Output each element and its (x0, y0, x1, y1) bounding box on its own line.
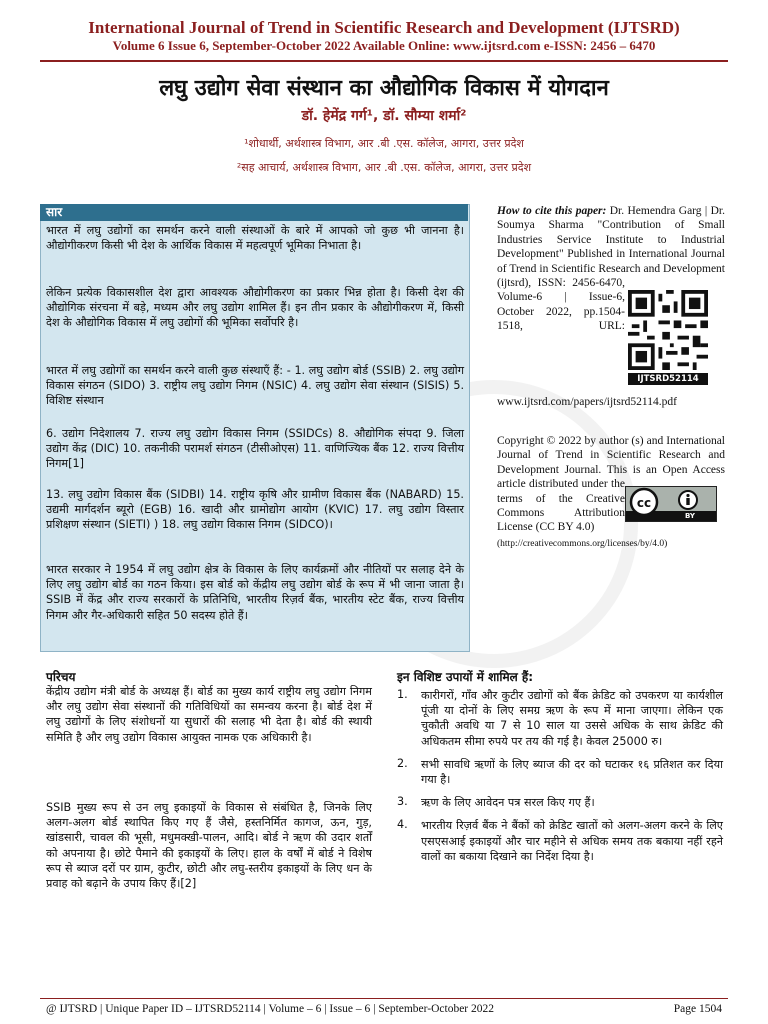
abstract-paragraph-5: 13. लघु उद्योग विकास बैंक (SIDBI) 14. राष्ट्रीय कृषि और ग्रामीण विकास बैंक (NABARD) 15. उद्यमी मार्गदर्शन ब्यूरो (EGB) 16. खादी और ग्रामोद्योग आयोग (KVIC) 17. लघु उद्योग विस्तार प्रशिक्षण संस्थान (SIETI) ) 18. लघु उद्योग विकास निगम (SIDCO)। (46, 488, 464, 532)
footer-divider (40, 998, 728, 999)
cc-by-license-badge (625, 486, 717, 522)
intro-paragraph-2: SSIB मुख्य रूप से उन लघु इकाइयों के विकास से संबंधित है, जिनके लिए अलग-अलग बोर्ड स्थापित किए गए हैं जैसे, हस्तनिर्मित कागज, ऊन, गुड़, खांडसारी, चावल की भूसी, मधुमक्खी-पालन, आदि। बोर्ड ने ऋण की उदार शर्तों को अपनाया है। छोटे पैमाने की इकाइयों के लिए। हाल के वर्षों में बोर्ड ने विशेष रूप से ब्याज दरों पर ग्राम, कुटीर, छोटी और लघु-स्तरीय इकाइयों के लिए धन के प्रवाह को बढ़ाने के उपाय किए हैं।[2] (46, 801, 372, 891)
abstract-heading: सार (40, 204, 468, 221)
list-item-text: ऋण के लिए आवेदन पत्र सरल किए गए हैं। (421, 796, 595, 810)
paper-title: लघु उद्योग सेवा संस्थान का औद्योगिक विकास में योगदान (159, 76, 609, 101)
list-item (397, 818, 723, 864)
svg-text:cc: cc (636, 496, 652, 510)
list-item (397, 688, 723, 749)
affiliation-1: ¹शोधार्थी, अर्थशास्त्र विभाग, आर .बी .एस. कॉलेज, आगरा, उत्तर प्रदेश (244, 137, 524, 150)
abstract-paragraph-3: भारत में लघु उद्योगों का समर्थन करने वाली कुछ संस्थाएँ हैं: - 1. लघु उद्योग बोर्ड (SSIB) 2. लघु उद्योग विकास संगठन (SIDO) 3. राष्ट्रीय लघु उद्योग निगम (NSIC) 4. लघु उद्योग सेवा संस्थान (SISIS) 5. विशिष्ट संस्थान (46, 364, 464, 408)
list-item (397, 795, 723, 810)
abstract-paragraph-2: लेकिन प्रत्येक विकासशील देश द्वारा आवश्यक औद्योगीकरण का प्रकार भिन्न होता है। किसी देश की औद्योगिक संरचना में बड़े, मध्यम और लघु उद्योग शामिल हैं। इन तीन प्रकार के औद्योगीकरण में, किसी देश के औद्योगिक विकास में लघु उद्योगों की भूमिका सर्वोपरि है। (46, 286, 464, 330)
list-item-text: सभी सावधि ऋणों के लिए ब्याज की दर को घटाकर १६ प्रतिशत कर दिया गया है। (421, 757, 723, 787)
list-item-number: 4. (397, 818, 408, 832)
journal-volume-line: Volume 6 Issue 6, September-October 2022 Available Online: www.ijtsrd.com e-ISSN: 2456 – 6470 (112, 38, 656, 53)
citation-text-2: Dr. Hemendra Garg | Dr. Soumya Sharma "Contribution of Small Industries Service Institute to Industrial Development" Published in International Journal of Trend in Scientific Research and Development (ijtsrd), ISSN: 2456-6470, Volume-6 | Issue-6, October 2022, pp.1504-1518, URL: www.ijtsrd.com/papers/ijtsrd52114.pdf (497, 205, 725, 408)
qr-code-image (628, 290, 708, 370)
measures-heading: इन विशिष्ट उपायों में शामिल हैं: (397, 670, 534, 684)
footer-page-number: Page 1504 (673, 1003, 722, 1015)
list-item-number: 3. (397, 795, 408, 809)
intro-heading: परिचय (46, 670, 76, 684)
paper-authors: डॉ. हेमेंद्र गर्ग¹, डॉ. सौम्या शर्मा² (301, 108, 467, 124)
cc-by-label: BY (684, 512, 696, 520)
page-footer (46, 1003, 722, 1015)
intro-paragraph-1: केंद्रीय उद्योग मंत्री बोर्ड के अध्यक्ष हैं। बोर्ड का मुख्य कार्य राष्ट्रीय लघु उद्योग निगम और लघु उद्योग सेवा संस्थानों की गतिविधियों का समन्वय करना है। बोर्ड देश में लघु उद्योगों के लिए संशोधनों या सुधारों की सलाह भी देता है। बोर्ड की स्थायी समिति है और लघु उद्योग विकास आयुक्त नामक एक अधिकारी है। (46, 685, 372, 744)
license-url: (http://creativecommons.org/licenses/by/4.0) (497, 538, 668, 549)
abstract-paragraph-1: भारत में लघु उद्योगों का समर्थन करने वाली संस्थाओं के बारे में आपको जो कुछ भी जानना है। औद्योगीकरण किसी भी देश के आर्थिक विकास में महत्वपूर्ण भूमिका निभाता है। (46, 224, 464, 253)
affiliation-2: ²सह आचार्य, अर्थशास्त्र विभाग, आर .बी .एस. कॉलेज, आगरा, उत्तर प्रदेश (236, 161, 532, 174)
header-divider (40, 60, 728, 62)
list-item-text: कारीगरों, गाँव और कुटीर उद्योगों को बैंक क्रेडिट को उपकरण या कार्यशील पूंजी या दोनों के लिए समग्र ऋण के रूप में माना जाएगा। लेकिन एक चुकौती अवधि या 7 से 10 साल या उससे अधिक के साथ क्रेडिट की अधिकतम सीमा रुपये पर तय की गई है। केवल 25000 रु। (421, 689, 723, 748)
list-item-number: 2. (397, 756, 408, 770)
measures-list (397, 688, 723, 872)
cc-by-icon (626, 487, 716, 521)
list-item-number: 1. (397, 688, 408, 701)
list-item-text: भारतीय रिज़र्व बैंक ने बैंकों को क्रेडिट खातों को अलग-अलग करने के लिए एसएसआई इकाइयों और चार महीने से अधिक समय तक बकाया नहीं रहने वालों का बकाया दिखाने का निर्देश दिया है। (421, 819, 723, 863)
journal-title: International Journal of Trend in Scientific Research and Development (IJTSRD) (88, 18, 680, 37)
footer-paper-info: @ IJTSRD | Unique Paper ID – IJTSRD52114 | Volume – 6 | Issue – 6 | September-October 2022 (46, 1003, 495, 1015)
copyright-text: Copyright © 2022 by author (s) and International Journal of Trend in Scientific Research and Development Journal. This is an Open Access article distributed under the terms of the Creative Commons Attribution License (CC BY 4.0) (497, 435, 725, 534)
qr-paper-id-label: IJTSRD52114 (628, 373, 708, 385)
list-item (397, 757, 723, 787)
abstract-paragraph-4: 6. उद्योग निदेशालय 7. राज्य लघु उद्योग विकास निगम (SSIDCs) 8. औद्योगिक संपदा 9. जिला उद्योग केंद्र (DIC) 10. तकनीकी परामर्श संगठन (टीसीओएस) 11. वाणिज्यिक बैंक 12. राज्य वित्तीय निगम[1] (46, 427, 464, 471)
abstract-paragraph-6: भारत सरकार ने 1954 में लघु उद्योग क्षेत्र के विकास के लिए कार्यक्रमों और नीतियों पर सलाह देने के लिए लघु उद्योग बोर्ड का गठन किया। इस बोर्ड को केंद्रीय लघु उद्योग बोर्ड के रूप में भी जाना जाता है। SSIB में केंद्र और राज्य सरकारों के प्रतिनिधि, भारतीय रिज़र्व बैंक, भारतीय स्टेट बैंक, राज्य वित्तीय निगम और गैर-अधिकारी सहित 50 सदस्य होते हैं। (46, 563, 464, 622)
citation-lead-2: How to cite this paper: (497, 205, 607, 217)
